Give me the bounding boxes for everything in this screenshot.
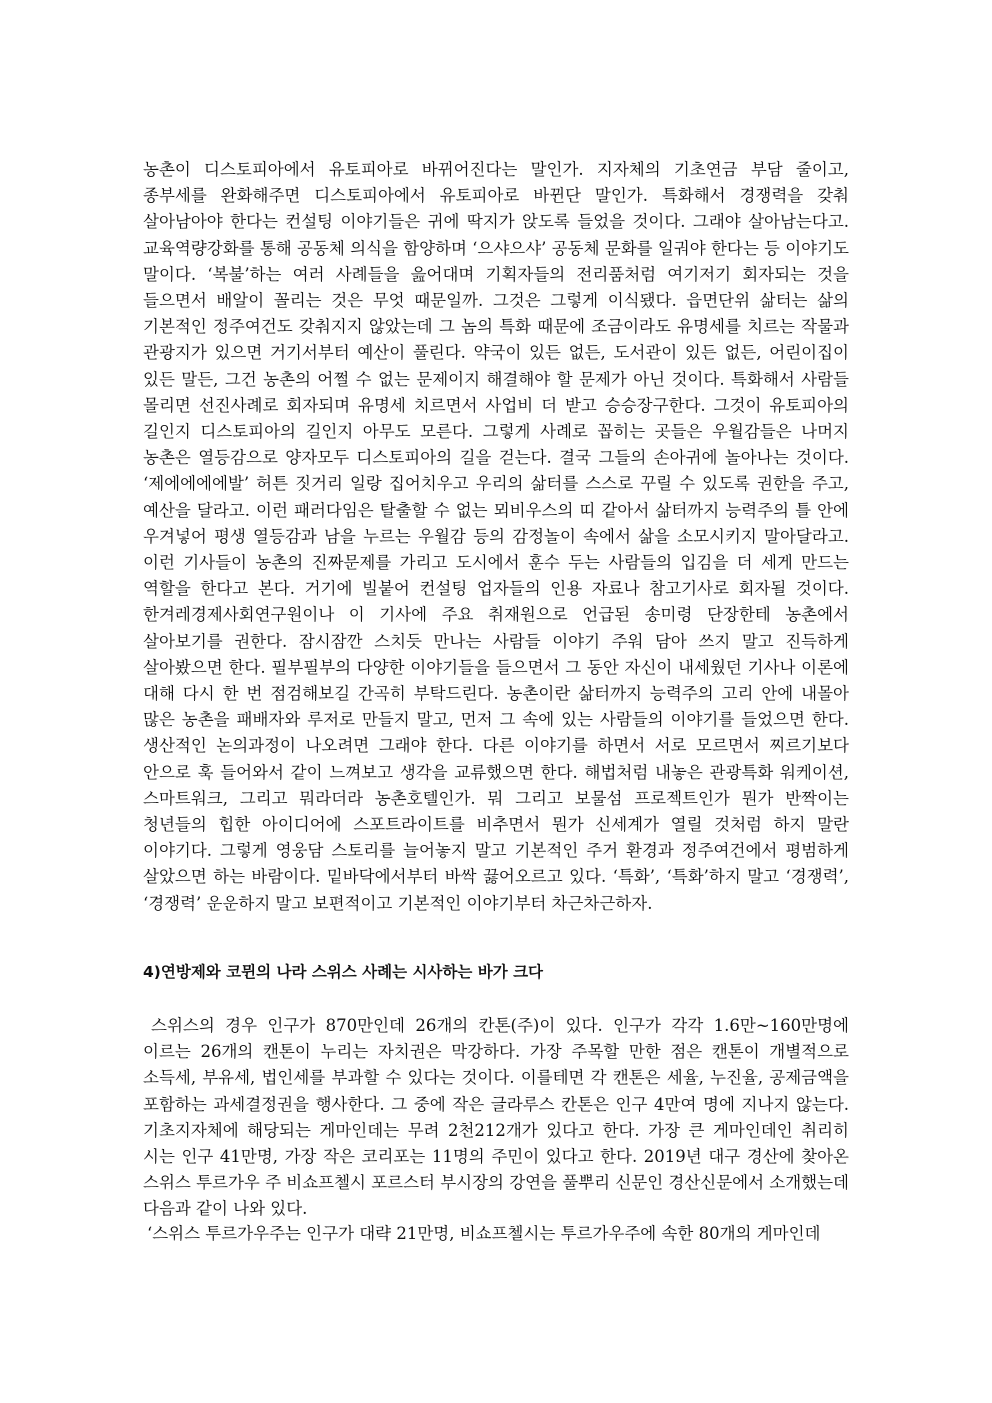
document-body bbox=[143, 157, 849, 1243]
body-paragraph: ‘스위스 투르가우주는 인구가 대략 21만명, 비쇼프첼시는 투르가우주에 속한 80개의 게마인데 bbox=[147, 1224, 821, 1243]
body-paragraph: 스위스의 경우 인구가 870만인데 26개의 칸톤(주)이 있다. 인구가 각각 1.6만~160만명에 이르는 26개의 캔톤이 누리는 자치권은 막강하다. 가장 주목할 만한 점은 캔톤이 개별적으로 소득세, 부유세, 법인세를 부과할 수 있다는 것이다. 이를테면 각 캔톤은 세율, 누진율, 공제금액을 포함하는 과세결정권을 행사한다. 그 중에 작은 글라루스 칸톤은 인구 4만여 명에 지나지 않는다. 기초지자체에 해당되는 게마인데는 무려 2천212개가 있다고 한다. 가장 큰 게마인데인 취리히 시는 인구 41만명, 가장 작은 코리포는 11명의 주민이 있다고 한다. 2019년 대구 경산에 찾아온 스위스 투르가우 주 비쇼프첼시 포르스터 부시장의 강연을 풀뿌리 신문인 경산신문에서 소개했는데 다음과 같이 나와 있다. bbox=[143, 1016, 849, 1219]
section-heading: 4)연방제와 코뮌의 나라 스위스 사례는 시사하는 바가 크다 bbox=[143, 963, 544, 981]
body-paragraph: 농촌이 디스토피아에서 유토피아로 바뀌어진다는 말인가. 지자체의 기초연금 부담 줄이고, 종부세를 완화해주면 디스토피아에서 유토피아로 바뀐단 말인가. 특화해서 경쟁력을 갖춰 살아남아야 한다는 컨설팅 이야기들은 귀에 딱지가 앉도록 들었을 것이다. 그래야 살아남는다고. 교육역량강화를 통해 공동체 의식을 함양하며 ‘으샤으샤’ 공동체 문화를 일궈야 한다는 등 이야기도 말이다. ‘복불’하는 여러 사례들을 읊어대며 기획자들의 전리품처럼 여기저기 회자되는 것을 들으면서 배알이 꼴리는 것은 무엇 때문일까. 그것은 그렇게 이식됐다. 읍면단위 삶터는 삶의 기본적인 정주여건도 갖춰지지 않았는데 그 놈의 특화 때문에 조금이라도 유명세를 치르는 작물과 관광지가 있으면 거기서부터 예산이 풀린다. 약국이 있든 없든, 도서관이 있든 없든, 어린이집이 있든 말든, 그건 농촌의 어쩔 수 없는 문제이지 해결해야 할 문제가 아닌 것이다. 특화해서 사람들 몰리면 선진사례로 회자되며 유명세 치르면서 사업비 더 받고 승승장구한다. 그것이 유토피아의 길인지 디스토피아의 길인지 아무도 모른다. 그렇게 사례로 꼽히는 곳들은 우월감들은 나머지 농촌은 열등감으로 양자모두 디스토피아의 길을 걷는다. 결국 그들의 손아귀에 놀아나는 것이다. ‘제에에에에발’ 허튼 짓거리 일랑 집어치우고 우리의 삶터를 스스로 꾸릴 수 있도록 권한을 주고, 예산을 달라고. 이런 패러다임은 탈출할 수 없는 뫼비우스의 띠 같아서 삶터까지 능력주의 틀 안에 우겨넣어 평생 열등감과 남을 누르는 우월감 등의 감정놀이 속에서 삶을 소모시키지 말아달라고. 이런 기사들이 농촌의 진짜문제를 가리고 도시에서 훈수 두는 사람들의 입김을 더 세게 만드는 역할을 한다고 본다. 거기에 빌붙어 컨설팅 업자들의 인용 자료나 참고기사로 회자될 것이다. 한겨레경제사회연구원이나 이 기사에 주요 취재원으로 언급된 송미령 단장한테 농촌에서 살아보기를 권한다. 잠시잠깐 스치듯 만나는 사람들 이야기 주워 담아 쓰지 말고 진득하게 살아봤으면 한다. 필부필부의 다양한 이야기들을 들으면서 그 동안 자신이 내세웠던 기사나 이론에 대해 다시 한 번 점검해보길 간곡히 부탁드린다. 농촌이란 삶터까지 능력주의 고리 안에 내몰아 많은 농촌을 패배자와 루저로 만들지 말고, 먼저 그 속에 있는 사람들의 이야기를 들었으면 한다. 생산적인 논의과정이 나오려면 그래야 한다. 다른 이야기를 하면서 서로 모르면서 찌르기보다 안으로 훅 들어와서 같이 느껴보고 생각을 교류했으면 한다. 해법처럼 내놓은 관광특화 워케이션, 스마트워크, 그리고 뭐라더라 농촌호텔인가. 뭐 그리고 보물섬 프로젝트인가 뭔가 반짝이는 청년들의 힙한 아이디어에 스포트라이트를 비추면서 뭔가 신세계가 열릴 것처럼 하지 말란 이야기다. 그렇게 영웅담 스토리를 늘어놓지 말고 기본적인 주거 환경과 정주여건에서 평범하게 살았으면 하는 바람이다. 밑바닥에서부터 바싹 끓어오르고 있다. ‘특화’, ‘특화’하지 말고 ‘경쟁력’, ‘경쟁력’ 운운하지 말고 보편적이고 기본적인 이야기부터 차근차근하자. bbox=[143, 160, 849, 913]
